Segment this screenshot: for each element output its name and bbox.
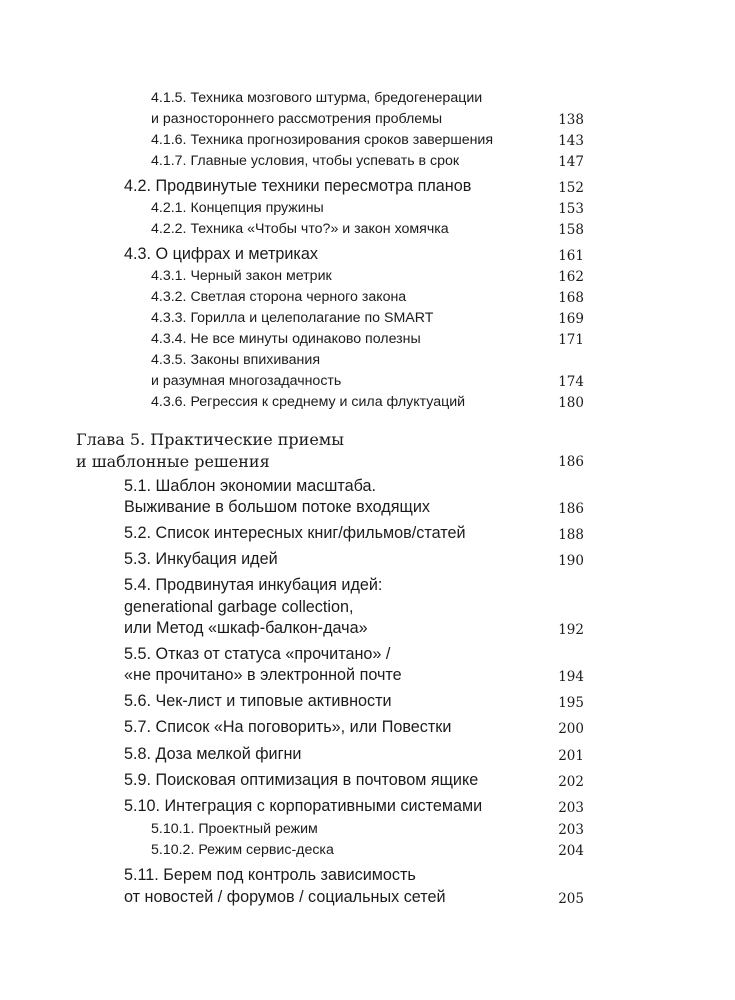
toc-entry-title: 4.3.1. Черный закон метрик [151, 268, 332, 284]
toc-entry-title: 5.1. Шаблон экономии масштаба. [124, 477, 376, 495]
toc-entry-title: 4.2.2. Техника «Чтобы что?» и закон хомячка [151, 221, 449, 237]
toc-entry-title: 5.2. Список интересных книг/фильмов/статей [124, 524, 466, 542]
toc-page-number: 205 [558, 891, 584, 907]
toc-entry-title: 4.3. О цифрах и метриках [124, 245, 318, 263]
toc-page-number: 203 [558, 800, 584, 816]
toc-page-number: 195 [558, 695, 584, 711]
toc-entry-title: 5.10.2. Режим сервис-деска [151, 842, 334, 858]
toc-entry-title: 4.3.2. Светлая сторона черного закона [151, 289, 407, 305]
toc-page-number: 188 [558, 527, 584, 543]
toc-entry-title: 4.1.7. Главные условия, чтобы успевать в срок [151, 153, 460, 169]
toc-entry-title: 5.7. Список «На поговорить», или Повестки [124, 718, 452, 736]
toc-page-number: 138 [558, 112, 584, 128]
toc-entry-title: 5.5. Отказ от статуса «прочитано» / [124, 645, 391, 663]
toc-page-number: 180 [558, 395, 584, 411]
toc-entry-title: 4.2.1. Концепция пружины [151, 200, 324, 216]
toc-entry-title-cont: или Метод «шкаф-балкон-дача» [124, 619, 368, 637]
toc-entry-title-cont: «не прочитано» в электронной почте [124, 666, 402, 684]
toc-page-number: 161 [558, 248, 584, 264]
toc-entry-title-cont: и разумная многозадачность [151, 373, 342, 389]
toc-entry-title: 5.4. Продвинутая инкубация идей: [124, 576, 383, 594]
toc-page-number: 169 [558, 311, 584, 327]
toc-page-number: 204 [558, 843, 584, 859]
toc-page-number: 174 [558, 374, 584, 390]
toc-page-number: 186 [558, 454, 584, 470]
toc-entry-title-cont: generational garbage collection, [124, 598, 354, 616]
toc-entry-title: 5.11. Берем под контроль зависимость [124, 866, 416, 884]
toc-entry-title: 4.1.5. Техника мозгового штурма, бредогенерации [151, 90, 483, 106]
toc-entry-title: 5.10. Интеграция с корпоративными системами [124, 797, 483, 815]
toc-page-number: 201 [558, 748, 584, 764]
toc-entry-title: 5.9. Поисковая оптимизация в почтовом ящике [124, 771, 479, 789]
toc-page-number: 153 [558, 201, 584, 217]
toc-entry-title: 5.8. Доза мелкой фигни [124, 745, 302, 763]
toc-page-number: 162 [558, 269, 584, 285]
toc-entry-title: 4.3.4. Не все минуты одинаково полезны [151, 331, 421, 347]
toc-entry-title: 4.3.6. Регрессия к среднему и сила флуктуаций [151, 394, 466, 410]
toc-page-number: 203 [558, 822, 584, 838]
toc-entry-title: 5.6. Чек-лист и типовые активности [124, 692, 392, 710]
toc-entry-title-cont: и разностороннего рассмотрения проблемы [151, 111, 443, 127]
toc-page-number: 192 [558, 622, 584, 638]
toc-page-number: 194 [558, 669, 584, 685]
toc-entry-title-cont: Выживание в большом потоке входящих [124, 498, 430, 516]
toc-entry-title: 4.3.3. Горилла и целеполагание по SMART [151, 310, 434, 326]
toc-entry-title: 5.3. Инкубация идей [124, 550, 278, 568]
chapter-title-cont: и шаблонные решения [76, 452, 270, 471]
toc-page-number: 202 [558, 774, 584, 790]
toc-page-number: 168 [558, 290, 584, 306]
toc-entry-title: 5.10.1. Проектный режим [151, 821, 318, 837]
toc-page-number: 200 [558, 721, 584, 737]
toc-page-number: 143 [558, 133, 584, 149]
toc-entry-title: 4.3.5. Законы впихивания [151, 352, 321, 368]
toc-entry-title: 4.2. Продвинутые техники пересмотра планов [124, 177, 472, 195]
toc-page-number: 147 [558, 154, 584, 170]
toc-entry-title-cont: от новостей / форумов / социальных сетей [124, 888, 446, 906]
toc-entry-title: 4.1.6. Техника прогнозирования сроков завершения [151, 132, 494, 148]
toc-page-number: 171 [558, 332, 584, 348]
chapter-title: Глава 5. Практические приемы [76, 430, 344, 449]
toc-page-number: 190 [558, 553, 584, 569]
toc-page-number: 158 [558, 222, 584, 238]
toc-page-number: 152 [558, 180, 584, 196]
toc-page-number: 186 [558, 501, 584, 517]
